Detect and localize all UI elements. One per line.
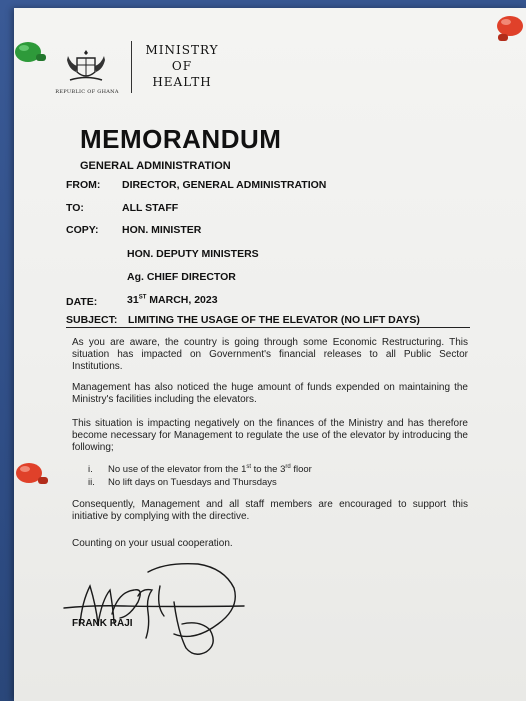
list-item-no-lift-days: No lift days on Tuesdays and Thursdays [108, 477, 277, 488]
memo-title: MEMORANDUM [80, 124, 282, 154]
ministry-line: MINISTRY [145, 43, 219, 57]
copy-value-chief-director: Ag. CHIEF DIRECTOR [127, 271, 236, 283]
body-paragraph-2: Management has also noticed the huge amount of funds expended on maintaining the Ministry's facilities including the elevators. [72, 382, 468, 405]
green-push-pin-icon [10, 36, 50, 72]
ministry-line: HEALTH [152, 75, 212, 89]
to-label: TO: [66, 202, 84, 214]
ordinal-suffix: st [246, 464, 252, 470]
memo-paper [14, 8, 526, 701]
list-item-elevator-floors [108, 464, 312, 475]
body-paragraph-4: Consequently, Management and all staff members are encouraged to support this initiative by complying with the directive. [72, 499, 468, 522]
list-number: i. [88, 464, 93, 475]
list-text: floor [290, 464, 312, 476]
memo-subtitle: GENERAL ADMINISTRATION [80, 160, 231, 172]
list-text: No use of the elevator from the 1 [108, 464, 247, 476]
list-text: to the 3 [251, 464, 286, 476]
date-label: DATE: [66, 296, 98, 308]
subject-value: LIMITING THE USAGE OF THE ELEVATOR (NO LIFT DAYS) [128, 314, 420, 326]
header-divider [131, 41, 132, 93]
copy-value-deputies: HON. DEPUTY MINISTERS [127, 248, 259, 260]
from-value: DIRECTOR, GENERAL ADMINISTRATION [122, 179, 327, 191]
date-value [127, 294, 218, 306]
ministry-line: OF [171, 59, 193, 73]
red-push-pin-icon [492, 10, 526, 46]
handwritten-signature [54, 556, 264, 666]
crest-caption: REPUBLIC OF GHANA [55, 89, 119, 95]
body-paragraph-1: As you are aware, the country is going through some Economic Restructuring. This situation has impacted on Government's financial releases to all Public Sector Institutions. [72, 337, 468, 372]
ordinal-suffix: rd [285, 464, 291, 470]
red-push-pin-icon [12, 458, 52, 494]
copy-value-minister: HON. MINISTER [122, 224, 202, 236]
date-suffix: ST [138, 294, 147, 301]
subject-underline [66, 327, 470, 328]
coat-of-arms-icon [64, 48, 108, 84]
closing-line: Counting on your usual cooperation. [72, 538, 233, 549]
body-paragraph-3: This situation is impacting negatively on the finances of the Ministry and has therefore become necessary for Management to regulate the use of the elevator by introducing the following; [72, 418, 468, 453]
to-value: ALL STAFF [122, 202, 179, 214]
from-label: FROM: [66, 179, 101, 191]
copy-label: COPY: [66, 224, 99, 236]
date-month-year: MARCH, 2023 [146, 294, 218, 306]
date-day: 31 [127, 294, 139, 306]
list-number: ii. [88, 477, 95, 488]
ministry-name [140, 42, 224, 90]
signatory-name: FRANK RAJI [72, 618, 133, 629]
subject-label: SUBJECT: [66, 314, 118, 326]
